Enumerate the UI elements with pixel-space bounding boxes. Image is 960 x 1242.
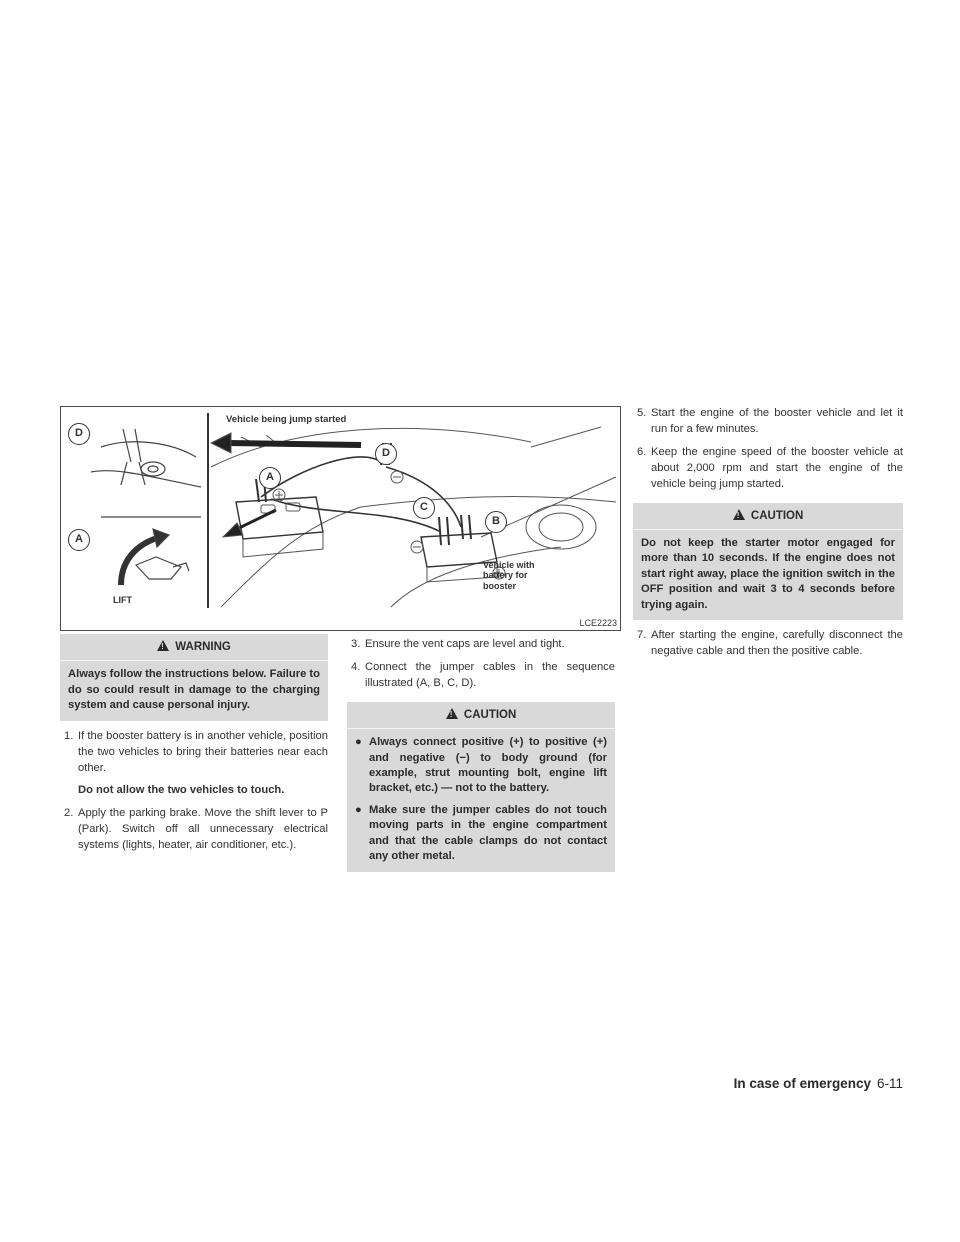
callout-c-main: C <box>413 497 435 519</box>
step-7 <box>633 628 903 660</box>
warning-header <box>60 634 328 661</box>
warning-box <box>60 634 328 721</box>
step-4-text: Connect the jumper cables in the sequence illustrated (A, B, C, D). <box>365 660 615 689</box>
engine-bay-drawing <box>61 407 621 631</box>
caution-bullet-2-text: Make sure the jumper cables do not touch moving parts in the engine compartment and that the cable clamps do not contact any other metal. <box>369 803 607 863</box>
column-2 <box>347 637 615 880</box>
step-7-text: After starting the engine, carefully disconnect the negative cable and then the positive cable. <box>651 629 903 658</box>
column-1 <box>60 634 328 861</box>
step-number: 1. <box>64 729 74 742</box>
caution-triangle-icon <box>733 509 745 520</box>
section-title: In case of emergency <box>733 1076 871 1091</box>
column-3 <box>633 406 903 667</box>
step-number: 5. <box>637 407 647 419</box>
step-number: 4. <box>351 660 361 673</box>
warning-title: WARNING <box>175 641 231 653</box>
caution-title: CAUTION <box>463 708 517 721</box>
callout-d-left: D <box>68 423 90 445</box>
callout-a-main: A <box>259 467 281 489</box>
step-5-text: Start the engine of the booster vehicle and let it run for a few minutes. <box>651 407 903 435</box>
step-6-text: Keep the engine speed of the booster vehicle at about 2,000 rpm and start the engine of the vehicle being jump started. <box>651 445 903 490</box>
step-number: 2. <box>64 807 74 820</box>
callout-a-left: A <box>68 529 90 551</box>
step-3 <box>347 637 615 653</box>
caution-body <box>347 729 615 872</box>
caution-header <box>633 503 903 530</box>
step-text <box>78 729 328 800</box>
caution-bullet-1-text: Always connect positive (+) to positive (+) and negative (−) to body ground (for example, strut mounting bolt, engine lift bracket, etc.) — not to the battery. <box>369 736 607 795</box>
caution-bullet-2 <box>355 803 607 865</box>
caution-box-1 <box>347 702 615 872</box>
warning-triangle-icon <box>157 640 169 651</box>
step-6 <box>633 445 903 493</box>
bullet-dot-icon: ● <box>355 736 362 749</box>
step-number: 6. <box>637 445 647 458</box>
figure-divider <box>207 413 209 608</box>
caution-title: CAUTION <box>750 509 804 522</box>
caution-body: Do not keep the starter motor engaged for more than 10 seconds. If the engine does not start right away, place the ignition switch in the OFF position and wait 3 to 4 seconds before trying again. <box>641 536 895 611</box>
step-2-text: Apply the parking brake. Move the shift lever to P (Park). Switch off all unnecessary electrical systems (lights, heater, air conditioner, etc.). <box>78 807 328 852</box>
warning-body: Always follow the instructions below. Failure to do so could result in damage to the charging system and cause personal injury. <box>68 668 320 712</box>
label-vehicle-being-jump-started: Vehicle being jump started <box>226 414 347 425</box>
step-5 <box>633 406 903 438</box>
caution-triangle-icon <box>446 708 458 719</box>
step-1-note: Do not allow the two vehicles to touch. <box>78 784 285 797</box>
step-number: 7. <box>637 629 647 642</box>
callout-d-main: D <box>375 443 397 465</box>
caution-box-2 <box>633 503 903 621</box>
step-4 <box>347 660 615 692</box>
step-1 <box>60 729 328 800</box>
label-booster-vehicle: Vehicle with battery for booster <box>483 560 535 591</box>
page-footer <box>734 1076 903 1091</box>
step-number: 3. <box>351 638 361 650</box>
jump-start-illustration <box>60 406 621 631</box>
step-3-text: Ensure the vent caps are level and tight. <box>365 638 565 650</box>
bullet-dot-icon: ● <box>355 803 362 816</box>
label-lift: LIFT <box>113 595 132 605</box>
step-2 <box>60 806 328 854</box>
figure-code: LCE2223 <box>579 618 617 628</box>
step-1-text: If the booster battery is in another vehicle, position the two vehicles to bring their batteries near each other. <box>78 729 328 774</box>
page-number: 6-11 <box>876 1076 903 1091</box>
caution-header <box>347 702 615 729</box>
caution-bullet-1 <box>355 735 607 797</box>
callout-b-main: B <box>485 511 507 533</box>
